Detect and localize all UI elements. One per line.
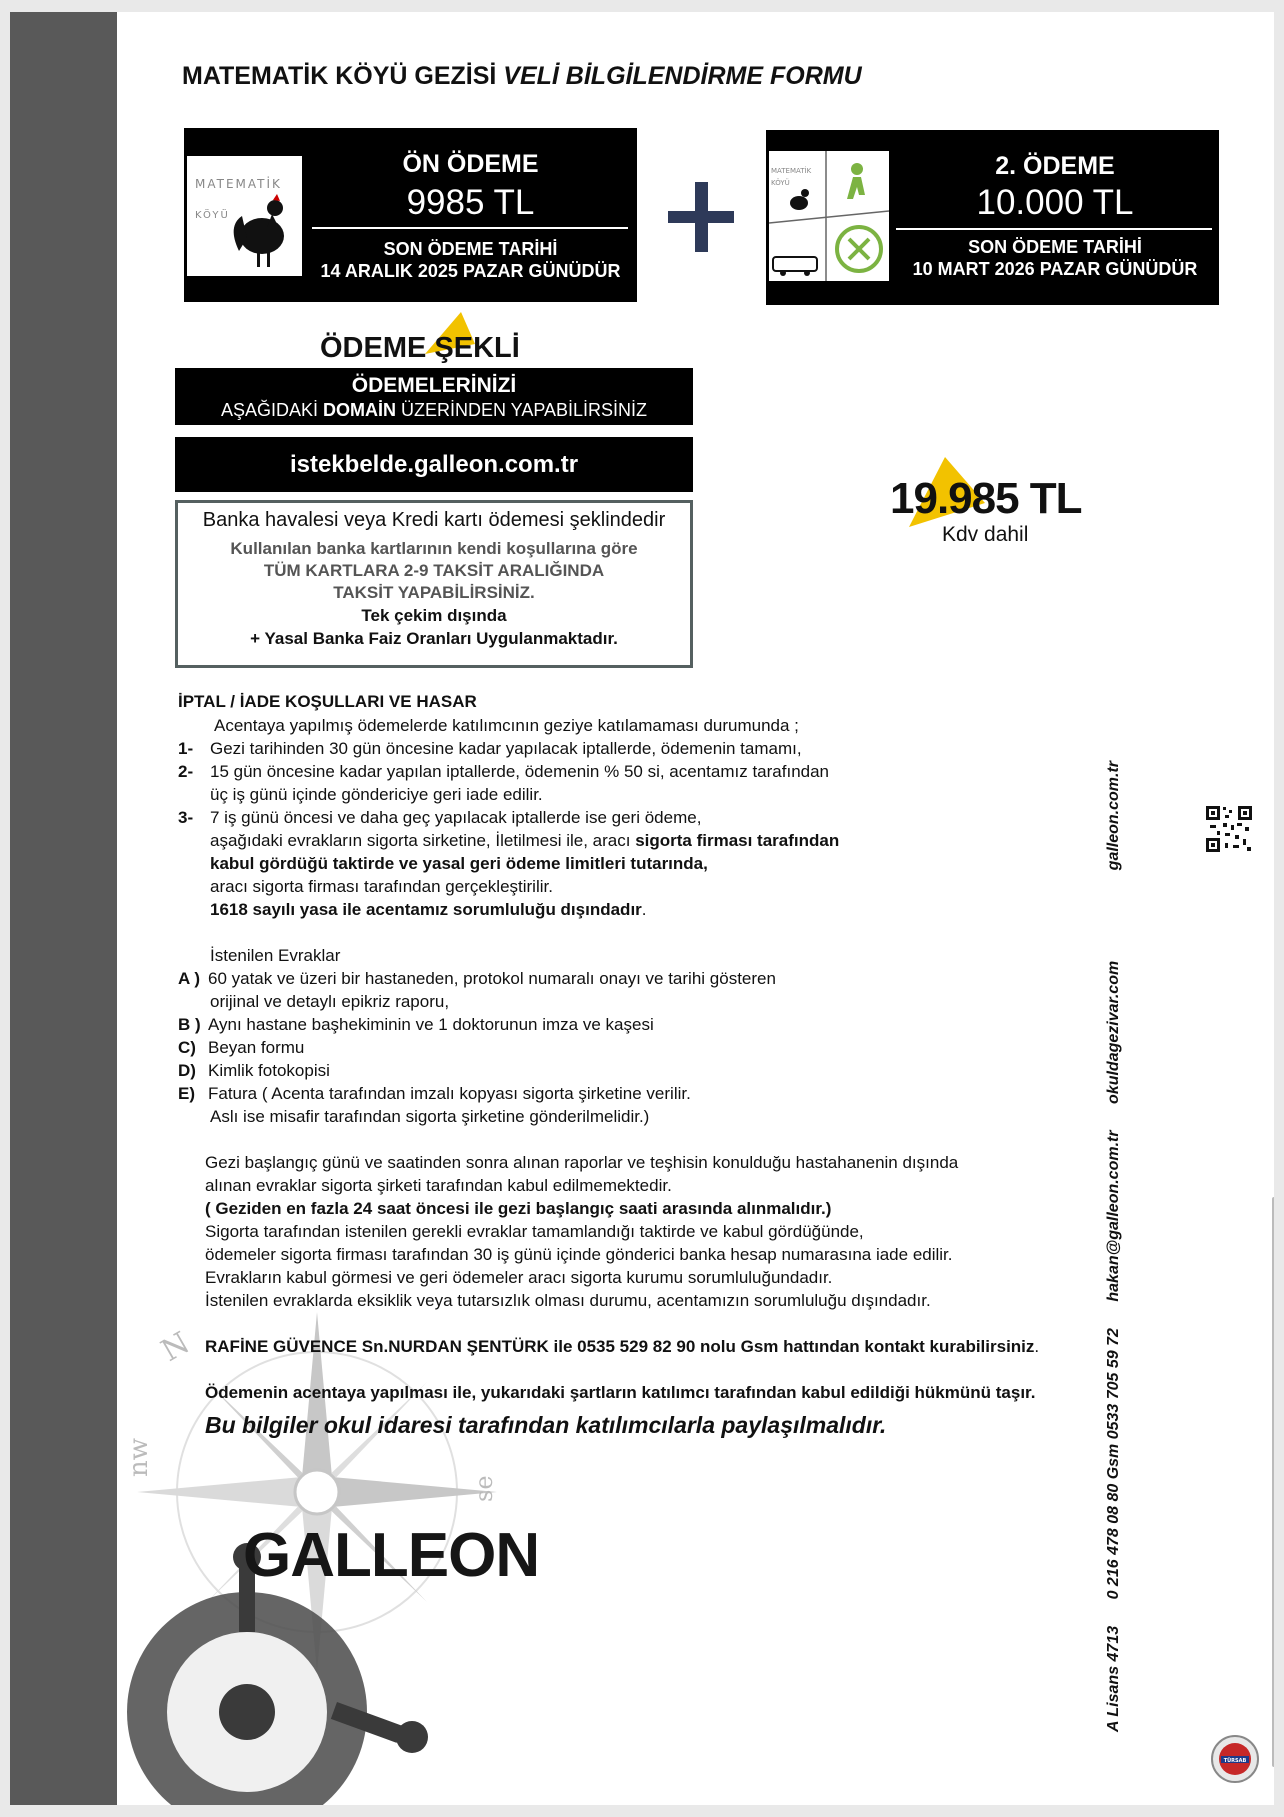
bank-line6: + Yasal Banka Faiz Oranları Uygulanmaktadır. <box>250 629 618 648</box>
note-1: Gezi başlangıç günü ve saatinden sonra alınan raporlar ve teşhisin konulduğu hastahanenin dışında <box>205 1153 959 1172</box>
note-5: ödemeler sigorta firması tarafından 30 iş günü içinde gönderici banka hesap numarasına iade edilir. <box>205 1245 953 1264</box>
payment-method-title: ÖDEME ŞEKLİ <box>320 332 520 364</box>
left-gray-band <box>10 12 117 1805</box>
trip-activities-logo <box>769 151 889 281</box>
plus-icon <box>668 182 734 252</box>
svg-text:KÖYÜ: KÖYÜ <box>195 210 230 221</box>
second-payment-amount: 10.000 TL <box>976 183 1134 222</box>
term-item-3-b: aşağıdaki evrakların sigorta sirketine, İletilmesi ile, aracı sigorta firması tarafından <box>210 831 840 850</box>
term-item-3: 3- 7 iş günü öncesi ve daha geç yapılacak iptallerde ise geri ödeme, <box>178 808 702 827</box>
tursab-seal-icon <box>1210 1734 1260 1784</box>
term-item-3-c: kabul gördüğü taktirde ve yasal geri ödeme limitleri tutarında, <box>210 854 708 873</box>
divider <box>312 227 628 229</box>
contact-line: RAFİNE GÜVENCE Sn.NURDAN ŞENTÜRK ile 0535 529 82 90 nolu Gsm hattından kontakt kurabilirsiniz. <box>205 1337 1040 1356</box>
note-3: ( Geziden en fazla 24 saat öncesi ile gezi başlangıç saati arasında alınmalıdır.) <box>205 1199 832 1218</box>
share-notice: Bu bilgiler okul idaresi tarafından katılımcılarla paylaşılmalıdır. <box>205 1412 887 1438</box>
bank-line5: Tek çekim dışında <box>361 606 507 625</box>
bank-line2: Kullanılan banka kartlarının kendi koşullarına göre <box>230 539 638 558</box>
term-item-1: 1- Gezi tarihinden 30 gün öncesine kadar yapılacak iptallerde, ödemenin tamamı, <box>178 739 802 758</box>
cancellation-terms <box>178 690 1178 1437</box>
svg-text:TÜRSAB: TÜRSAB <box>1223 1758 1247 1764</box>
note-7: İstenilen evraklarda eksiklik veya tutarsızlık olması durumu, acentamızın sorumluluğu dışındadır. <box>205 1291 931 1310</box>
note-4: Sigorta tarafından istenilen gerekli evraklar tamamlandığı taktirde ve kabul gördüğünde, <box>205 1222 864 1241</box>
term-item-2-cont: üç iş günü içinde göndericiye geri iade edilir. <box>210 785 543 804</box>
compass-se: se <box>470 1475 498 1502</box>
terms-intro: Acentaya yapılmış ödemelerde katılımcının geziye katılamaması durumunda ; <box>214 716 799 735</box>
walking-person-icon <box>847 163 865 199</box>
acceptance-line: Ödemenin acentaya yapılması ile, yukarıdaki şartların katılımcı tarafından kabul edildiği hükmünü taşır. <box>205 1383 1036 1402</box>
doc-d: D) Kimlik fotokopisi <box>178 1061 330 1080</box>
documents-header: İstenilen Evraklar <box>210 946 341 965</box>
website-okuldagezivar[interactable]: okuldagezivar.com <box>1105 960 1122 1104</box>
dining-icon <box>837 227 881 271</box>
terms-header: İPTAL / İADE KOŞULLARI VE HASAR <box>178 692 477 711</box>
document-sheet <box>10 12 1274 1805</box>
svg-text:MATEMATİK: MATEMATİK <box>771 167 812 175</box>
payment-url-link[interactable]: istekbelde.galleon.com.tr <box>175 437 693 492</box>
first-payment-box <box>184 128 637 302</box>
payment-instruction-box <box>175 368 693 425</box>
bus-icon <box>773 257 817 276</box>
bank-line4: TAKSİT YAPABİLİRSİNİZ. <box>333 583 535 602</box>
second-payment-box <box>766 130 1219 305</box>
note-6: Evrakların kabul görmesi ve geri ödemeler aracı sigorta kurumu sorumluluğundadır. <box>205 1268 833 1287</box>
svg-text:MATEMATİK: MATEMATİK <box>195 177 282 191</box>
bank-line1: Banka havalesi veya Kredi kartı ödemesi şeklindedir <box>202 509 666 531</box>
instruction-line1: ÖDEMELERİNİZİ <box>351 374 517 397</box>
page-title <box>182 62 862 91</box>
term-item-2: 2- 15 gün öncesine kadar yapılan iptallerde, ödemenin % 50 si, acentamız tarafından <box>178 762 830 781</box>
instruction-line2: AŞAĞIDAKİ DOMAİN ÜZERİNDEN YAPABİLİRSİNİZ <box>220 400 648 420</box>
doc-c: C) Beyan formu <box>178 1038 305 1057</box>
vat-note: Kdv dahil <box>942 523 1029 546</box>
term-item-3-d: aracı sigorta firması tarafından gerçekleştirilir. <box>210 877 553 896</box>
second-payment-due-date: 10 MART 2026 PAZAR GÜNÜDÜR <box>912 259 1198 279</box>
bank-line3: TÜM KARTLARA 2-9 TAKSİT ARALIĞINDA <box>263 561 605 580</box>
first-payment-amount: 9985 TL <box>406 183 535 222</box>
bank-info-box <box>175 500 693 668</box>
second-payment-due-label: SON ÖDEME TARİHİ <box>968 237 1142 257</box>
first-payment-due-date: 14 ARALIK 2025 PAZAR GÜNÜDÜR <box>320 261 621 281</box>
qr-code-icon <box>1205 805 1253 853</box>
email-address[interactable]: hakan@galleon.com.tr <box>1105 1130 1122 1302</box>
galleon-logo-text: GALLEON <box>243 1521 540 1590</box>
doc-a-cont: orijinal ve detaylı epikriz raporu, <box>210 992 450 1011</box>
divider <box>896 228 1212 230</box>
phone-numbers: 0 216 478 08 80 Gsm 0533 705 59 72 <box>1105 1328 1122 1600</box>
doc-e: E) Fatura ( Acenta tarafından imzalı kopyası sigorta şirketine verilir. <box>178 1084 691 1103</box>
term-item-3-e: 1618 sayılı yasa ile acentamız sorumluluğu dışındadır. <box>210 900 647 919</box>
rooster-icon <box>790 189 809 210</box>
website-galleon[interactable]: galleon.com.tr <box>1105 760 1122 871</box>
first-payment-title: ÖN ÖDEME <box>402 150 539 178</box>
title-main: MATEMATİK KÖYÜ GEZİSİ <box>182 62 504 90</box>
doc-e-cont: Aslı ise misafir tarafından sigorta şirketine gönderilmelidir.) <box>210 1107 650 1126</box>
title-italic: VELİ BİLGİLENDİRME FORMU <box>503 62 862 90</box>
svg-text:KÖYÜ: KÖYÜ <box>771 179 790 187</box>
first-payment-due-label: SON ÖDEME TARİHİ <box>383 239 558 259</box>
second-payment-title: 2. ÖDEME <box>995 152 1115 180</box>
doc-a: A ) 60 yatak ve üzeri bir hastaneden, protokol numaralı onayı ve tarihi gösteren <box>178 969 776 988</box>
total-amount: 19.985 TL <box>890 474 1082 523</box>
compass-n: N <box>155 1325 196 1369</box>
license-number: A Lisans 4713 <box>1105 1625 1122 1732</box>
rooster-icon <box>234 194 284 267</box>
scrollbar[interactable] <box>1272 1197 1274 1767</box>
doc-b: B ) Aynı hastane başhekiminin ve 1 doktorunun imza ve kaşesi <box>178 1015 654 1034</box>
compass-nw: nw <box>124 1438 154 1477</box>
matematik-koyu-logo <box>187 156 302 276</box>
note-2: alınan evraklar sigorta şirketi tarafından kabul edilmemektedir. <box>205 1176 672 1195</box>
